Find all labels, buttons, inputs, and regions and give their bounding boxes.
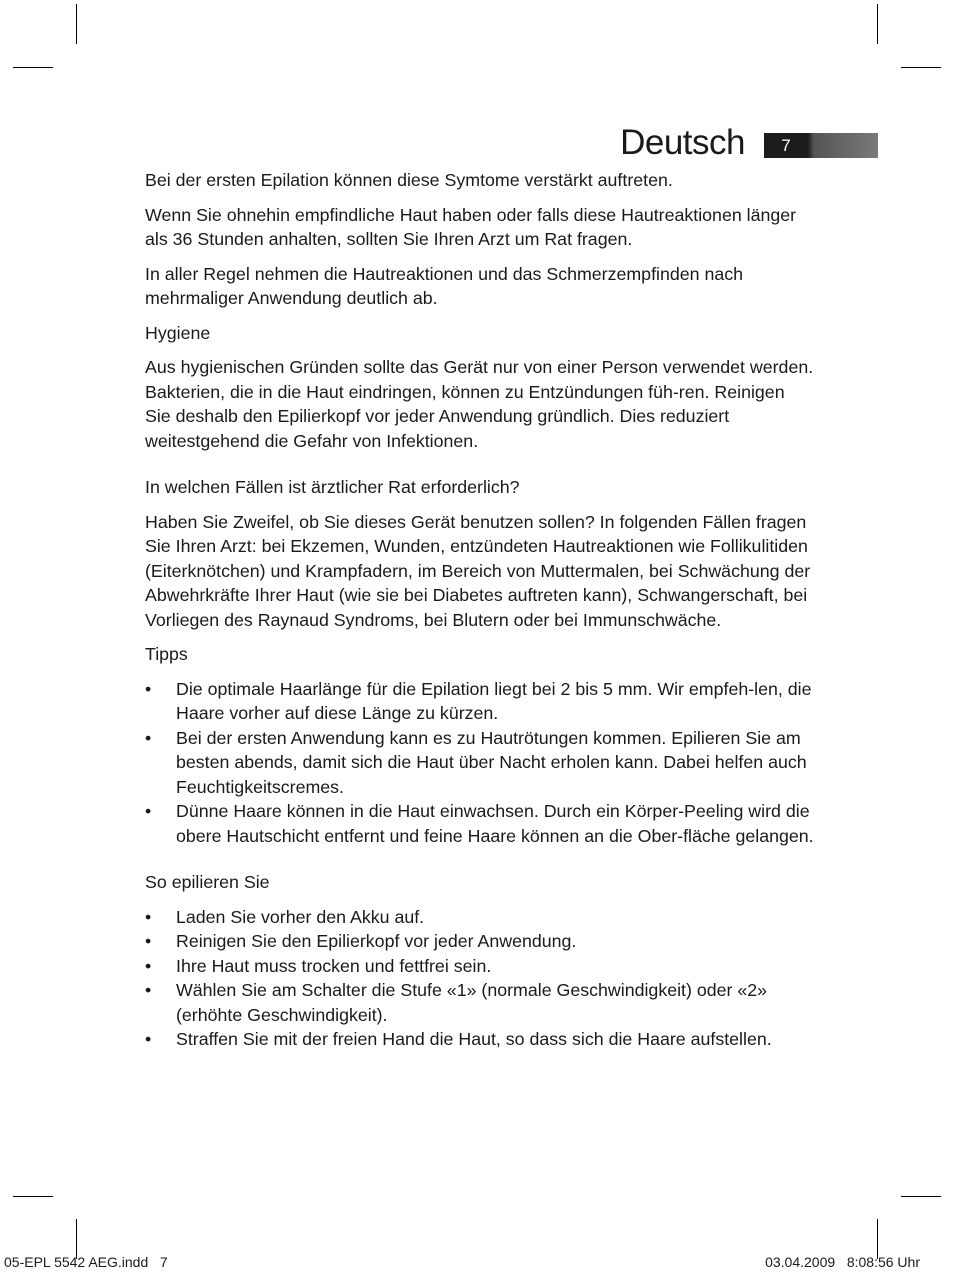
- footer-timestamp: 03.04.2009 8:08:56 Uhr: [765, 1254, 920, 1270]
- list-item: • Straffen Sie mit der freien Hand die Haut, so dass sich die Haare aufstellen.: [145, 1027, 815, 1052]
- crop-mark-bottom-right-horizontal: [901, 1196, 941, 1197]
- how-to-epilate-list: [145, 905, 815, 1052]
- page-language-title: Deutsch: [620, 123, 745, 162]
- main-content: [145, 168, 815, 1062]
- crop-mark-bottom-left-horizontal: [13, 1196, 53, 1197]
- page-number: 7: [781, 136, 791, 155]
- list-item: • Ihre Haut muss trocken und fettfrei sein.: [145, 954, 815, 979]
- paragraph-hygiene: Aus hygienischen Gründen sollte das Gerät nur von einer Person verwendet werden. Bakterien, die in die Haut eindringen, können zu Entzündungen füh-ren. Reinigen Sie deshalb den Epilierkopf vor jeder Anwendung gründlich. Dies reduziert weitestgehend die Gefahr von Infektionen.: [145, 357, 814, 451]
- bullet-icon: •: [145, 955, 152, 976]
- footer-file-info: 05-EPL 5542 AEG.indd 7: [4, 1254, 168, 1270]
- bullet-icon: •: [145, 931, 152, 951]
- heading-hygiene: Hygiene: [145, 322, 211, 343]
- paragraph-sensitive-skin: Wenn Sie ohnehin empfindliche Haut haben oder falls diese Hautreaktionen länger als 36 Stunden anhalten, sollten Sie Ihren Arzt um Rat fragen.: [145, 204, 797, 249]
- tips-list: [145, 677, 815, 849]
- bullet-icon: •: [145, 801, 152, 821]
- list-item: • Laden Sie vorher den Akku auf.: [145, 905, 815, 930]
- crop-mark-top-right-vertical: [877, 4, 878, 44]
- bullet-icon: •: [145, 1029, 152, 1049]
- paragraph-medical-advice: Haben Sie Zweifel, ob Sie dieses Gerät benutzen sollen? In folgenden Fällen fragen Sie Ihren Arzt: bei Ekzemen, Wunden, entzündeten Hautreaktionen wie Follikulitiden (Eiterknötchen) und Krampfadern, im Bereich von Muttermalen, bei Schwächung der Abwehrkräfte Ihrer Haut (wie sie bei Diabetes auftreten kann), Schwangerschaft, bei Vorliegen des Raynaud Syndroms, bei Blutern oder bei Immunschwäche.: [145, 511, 811, 630]
- paragraph-symptoms: Bei der ersten Epilation können diese Symtome verstärkt auftreten.: [145, 170, 673, 190]
- heading-medical-advice: In welchen Fällen ist ärztlicher Rat erforderlich?: [145, 477, 520, 497]
- bullet-icon: •: [145, 727, 152, 748]
- heading-tips: Tipps: [145, 644, 188, 664]
- bullet-icon: •: [145, 906, 152, 927]
- list-item: • Dünne Haare können in die Haut einwachsen. Durch ein Körper-Peeling wird die obere Hautschicht entfernt und feine Haare können an die Ober-fläche gelangen.: [145, 801, 814, 846]
- list-item: • Bei der ersten Anwendung kann es zu Hautrötungen kommen. Epilieren Sie am besten abends, damit sich die Haut über Nacht erholen kann. Dabei helfen auch Feuchtigkeitscremes.: [145, 727, 807, 797]
- bullet-icon: •: [145, 678, 152, 699]
- paragraph-skin-reactions: In aller Regel nehmen die Hautreaktionen und das Schmerzempfinden nach mehrmaliger Anwendung deutlich ab.: [145, 263, 744, 308]
- crop-mark-bottom-right-vertical: [877, 1219, 878, 1259]
- bullet-icon: •: [145, 980, 152, 1000]
- crop-mark-top-left-vertical: [76, 4, 77, 44]
- heading-how-to-epilate: So epilieren Sie: [145, 872, 270, 892]
- list-item: • Reinigen Sie den Epilierkopf vor jeder Anwendung.: [145, 929, 815, 954]
- crop-mark-top-right-horizontal: [901, 67, 941, 68]
- crop-mark-top-left-horizontal: [13, 67, 53, 68]
- list-item: • Die optimale Haarlänge für die Epilation liegt bei 2 bis 5 mm. Wir empfeh-len, die Haare vorher auf diese Länge zu kürzen.: [145, 678, 812, 723]
- list-item: • Wählen Sie am Schalter die Stufe «1» (normale Geschwindigkeit) oder «2» (erhöhte Geschwindigkeit).: [145, 980, 768, 1025]
- crop-mark-bottom-left-vertical: [76, 1219, 77, 1259]
